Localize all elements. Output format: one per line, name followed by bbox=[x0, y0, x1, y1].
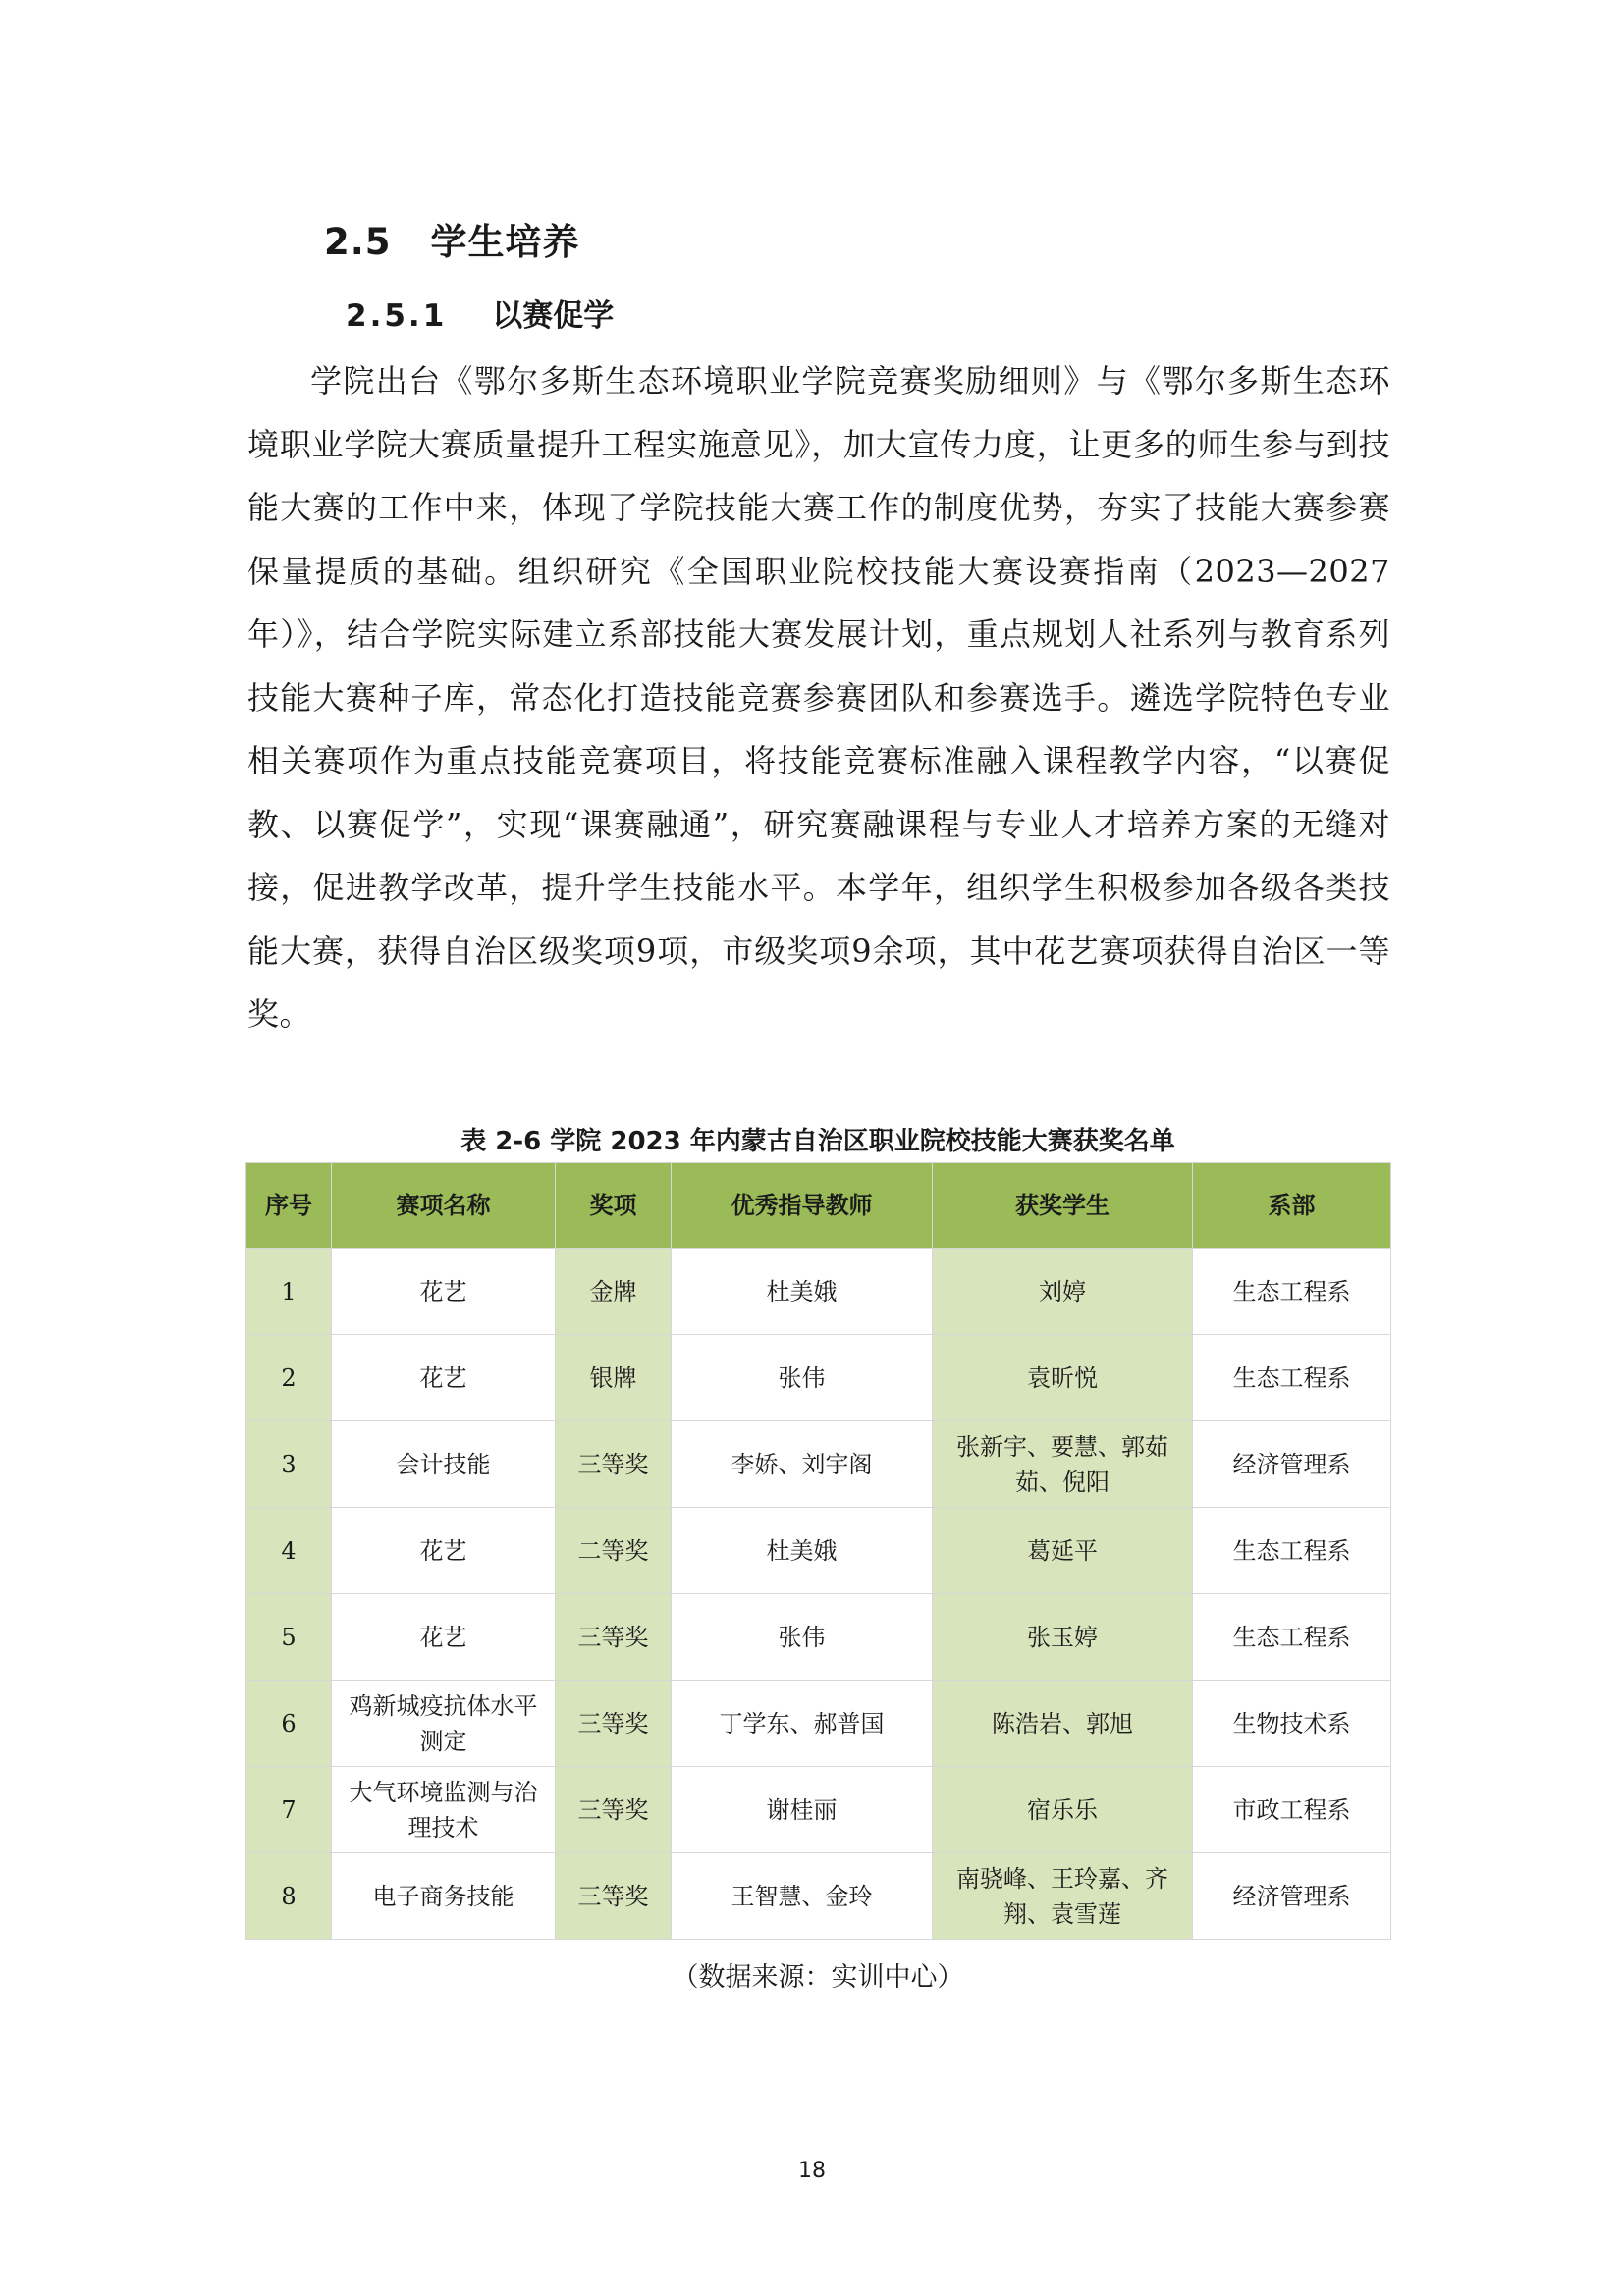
cell-teacher: 张伟 bbox=[672, 1594, 933, 1681]
table-row bbox=[246, 1681, 1391, 1767]
cell-event: 会计技能 bbox=[332, 1421, 556, 1508]
table-row bbox=[246, 1421, 1391, 1508]
table-row bbox=[246, 1508, 1391, 1594]
cell-award: 银牌 bbox=[556, 1335, 672, 1421]
header-index: 序号 bbox=[246, 1163, 332, 1249]
cell-index: 4 bbox=[246, 1508, 332, 1594]
cell-award: 二等奖 bbox=[556, 1508, 672, 1594]
cell-dept: 生态工程系 bbox=[1193, 1594, 1391, 1681]
cell-index: 3 bbox=[246, 1421, 332, 1508]
cell-teacher: 丁学东、郝普国 bbox=[672, 1681, 933, 1767]
cell-student: 袁昕悦 bbox=[933, 1335, 1193, 1421]
section-title: 学生培养 bbox=[430, 221, 580, 263]
cell-index: 6 bbox=[246, 1681, 332, 1767]
cell-award: 三等奖 bbox=[556, 1594, 672, 1681]
cell-award: 金牌 bbox=[556, 1249, 672, 1335]
table-row bbox=[246, 1594, 1391, 1681]
cell-student: 宿乐乐 bbox=[933, 1767, 1193, 1853]
table-row bbox=[246, 1335, 1391, 1421]
body-paragraph: 学院出台《鄂尔多斯生态环境职业学院竞赛奖励细则》与《鄂尔多斯生态环境职业学院大赛质量提升工程实施意见》，加大宣传力度，让更多的师生参与到技能大赛的工作中来，体现了学院技能大赛工作的制度优势，夯实了技能大赛参赛保量提质的基础。组织研究《全国职业院校技能大赛设赛指南（2023—2027年）》，结合学院实际建立系部技能大赛发展计划，重点规划人社系列与教育系列技能大赛种子库，常态化打造技能竞赛参赛团队和参赛选手。遴选学院特色专业相关赛项作为重点技能竞赛项目，将技能竞赛标准融入课程教学内容，“以赛促教、以赛促学”，实现“课赛融通”，研究赛融课程与专业人才培养方案的无缝对接，促进教学改革，提升学生技能水平。本学年，组织学生积极参加各级各类技能大赛，获得自治区级奖项9项，市级奖项9余项，其中花艺赛项获得自治区一等奖。 bbox=[247, 362, 1390, 1033]
section-number: 2.5 bbox=[324, 221, 392, 263]
cell-dept: 经济管理系 bbox=[1193, 1853, 1391, 1940]
page-number: 18 bbox=[798, 2159, 826, 2183]
cell-teacher: 杜美娥 bbox=[672, 1508, 933, 1594]
cell-index: 8 bbox=[246, 1853, 332, 1940]
awards-table bbox=[245, 1162, 1391, 1940]
cell-student: 张新宇、要慧、郭茹茹、倪阳 bbox=[933, 1421, 1193, 1508]
cell-award: 三等奖 bbox=[556, 1421, 672, 1508]
table-row bbox=[246, 1249, 1391, 1335]
cell-dept: 生态工程系 bbox=[1193, 1249, 1391, 1335]
cell-dept: 生态工程系 bbox=[1193, 1508, 1391, 1594]
cell-dept: 生态工程系 bbox=[1193, 1335, 1391, 1421]
cell-index: 1 bbox=[246, 1249, 332, 1335]
cell-teacher: 谢桂丽 bbox=[672, 1767, 933, 1853]
cell-award: 三等奖 bbox=[556, 1853, 672, 1940]
cell-event: 花艺 bbox=[332, 1335, 556, 1421]
subsection-heading bbox=[346, 291, 614, 335]
cell-student: 南骁峰、王玲嘉、齐翔、袁雪莲 bbox=[933, 1853, 1193, 1940]
header-award: 奖项 bbox=[556, 1163, 672, 1249]
table-caption: 表 2-6 学院 2023 年内蒙古自治区职业院校技能大赛获奖名单 bbox=[460, 1127, 1175, 1156]
cell-teacher: 王智慧、金玲 bbox=[672, 1853, 933, 1940]
cell-student: 葛延平 bbox=[933, 1508, 1193, 1594]
data-source-note: （数据来源：实训中心） bbox=[672, 1962, 964, 1993]
cell-teacher: 张伟 bbox=[672, 1335, 933, 1421]
table-row bbox=[246, 1767, 1391, 1853]
header-event: 赛项名称 bbox=[332, 1163, 556, 1249]
subsection-title: 以赛促学 bbox=[492, 298, 615, 334]
cell-teacher: 杜美娥 bbox=[672, 1249, 933, 1335]
cell-dept: 经济管理系 bbox=[1193, 1421, 1391, 1508]
cell-index: 5 bbox=[246, 1594, 332, 1681]
cell-event: 花艺 bbox=[332, 1508, 556, 1594]
table-row bbox=[246, 1853, 1391, 1940]
cell-event: 大气环境监测与治理技术 bbox=[332, 1767, 556, 1853]
cell-event: 花艺 bbox=[332, 1594, 556, 1681]
cell-student: 张玉婷 bbox=[933, 1594, 1193, 1681]
cell-teacher: 李娇、刘宇阁 bbox=[672, 1421, 933, 1508]
cell-event: 鸡新城疫抗体水平测定 bbox=[332, 1681, 556, 1767]
header-teacher: 优秀指导教师 bbox=[672, 1163, 933, 1249]
header-student: 获奖学生 bbox=[933, 1163, 1193, 1249]
cell-dept: 市政工程系 bbox=[1193, 1767, 1391, 1853]
cell-award: 三等奖 bbox=[556, 1767, 672, 1853]
cell-student: 刘婷 bbox=[933, 1249, 1193, 1335]
cell-dept: 生物技术系 bbox=[1193, 1681, 1391, 1767]
cell-event: 电子商务技能 bbox=[332, 1853, 556, 1940]
cell-index: 2 bbox=[246, 1335, 332, 1421]
cell-event: 花艺 bbox=[332, 1249, 556, 1335]
subsection-number: 2.5.1 bbox=[346, 298, 448, 334]
table-header-row bbox=[246, 1163, 1391, 1249]
cell-student: 陈浩岩、郭旭 bbox=[933, 1681, 1193, 1767]
cell-index: 7 bbox=[246, 1767, 332, 1853]
section-heading bbox=[324, 212, 580, 265]
header-dept: 系部 bbox=[1193, 1163, 1391, 1249]
cell-award: 三等奖 bbox=[556, 1681, 672, 1767]
